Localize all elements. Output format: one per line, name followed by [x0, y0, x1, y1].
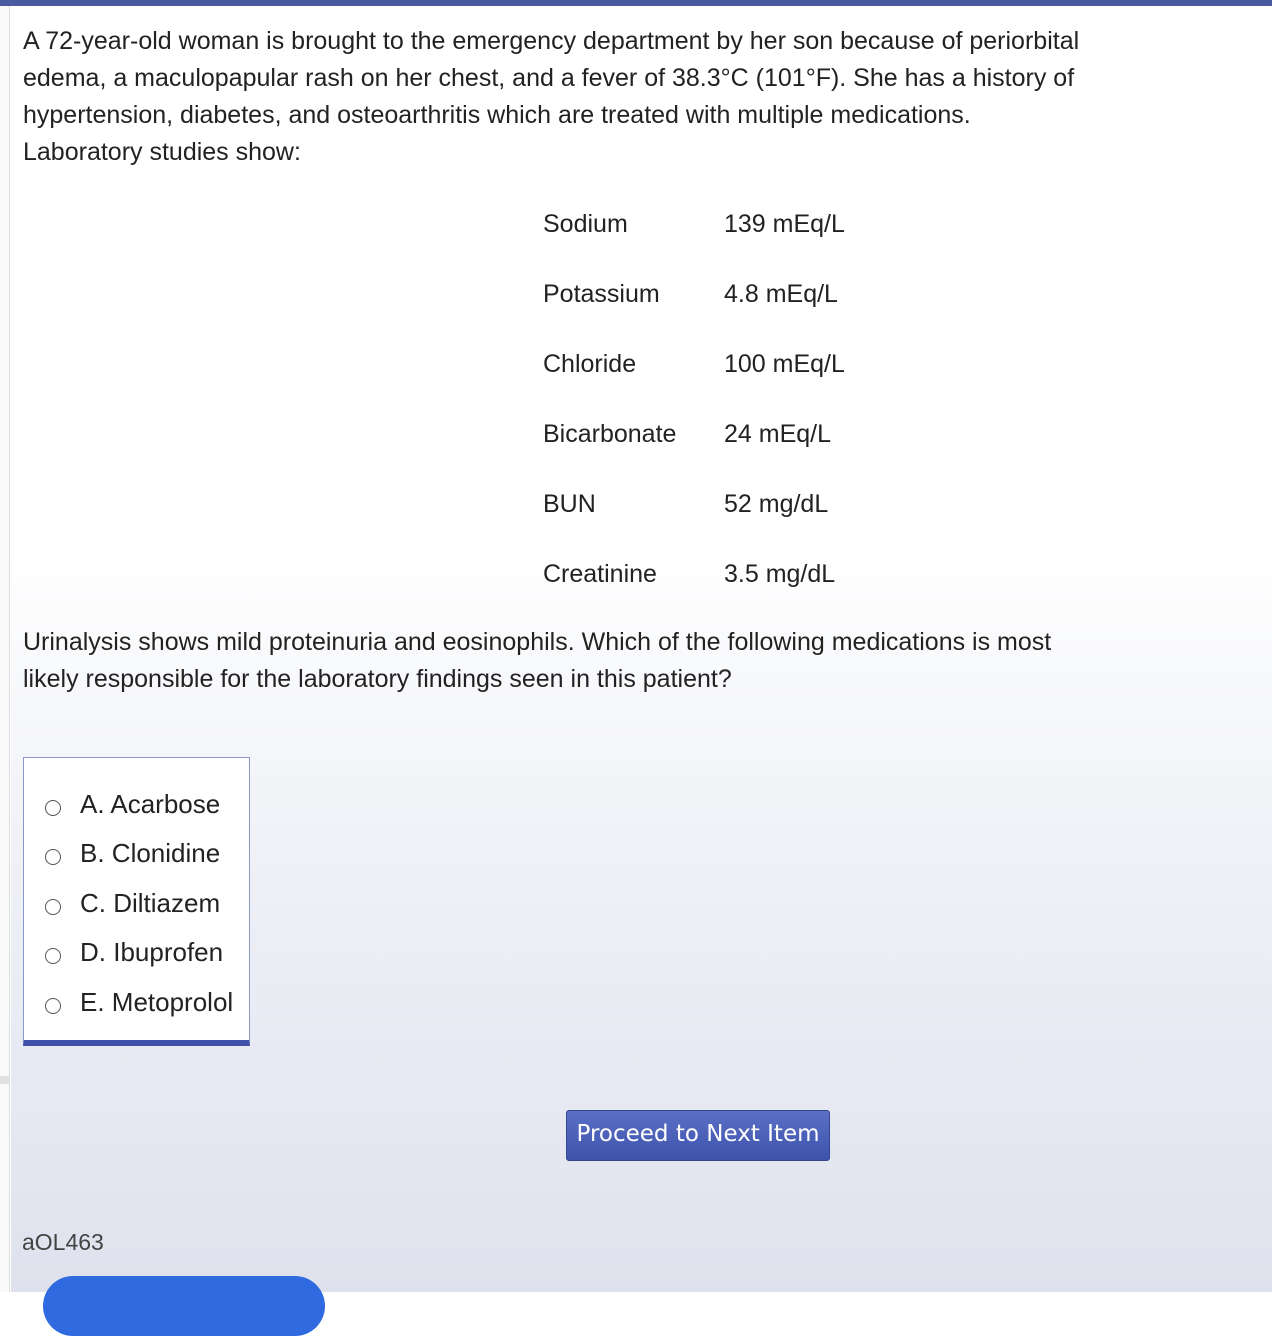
item-id: aOL463	[22, 1229, 104, 1255]
choice-label[interactable]: E. Metoprolol	[80, 987, 234, 1017]
bottom-action-button[interactable]	[43, 1276, 325, 1336]
lab-row	[543, 204, 943, 244]
lab-name: Creatinine	[543, 560, 657, 588]
lab-value: 24 mEq/L	[724, 420, 832, 448]
lab-name: BUN	[543, 490, 596, 518]
choice-b[interactable]	[44, 833, 244, 873]
radio-button[interactable]	[45, 849, 61, 865]
lab-name: Bicarbonate	[543, 420, 677, 448]
proceed-to-next-item-button[interactable]: Proceed to Next Item	[566, 1110, 830, 1161]
radio-button[interactable]	[45, 899, 61, 915]
lab-value: 52 mg/dL	[724, 490, 829, 518]
choice-label[interactable]: A. Acarbose	[80, 789, 221, 819]
lab-value: 4.8 mEq/L	[724, 280, 838, 308]
lab-value: 100 mEq/L	[724, 350, 845, 378]
choice-label[interactable]: D. Ibuprofen	[80, 937, 224, 967]
lab-name: Sodium	[543, 210, 628, 238]
lab-value: 3.5 mg/dL	[724, 560, 836, 588]
lab-value: 139 mEq/L	[724, 210, 845, 238]
lab-row	[543, 344, 943, 384]
lab-row	[543, 274, 943, 314]
radio-button[interactable]	[45, 948, 61, 964]
question-prompt: Urinalysis shows mild proteinuria and eosinophils. Which of the following medications is most likely responsible for the laboratory findings seen in this patient?	[23, 628, 1052, 693]
choice-e[interactable]	[44, 982, 244, 1022]
lab-name: Chloride	[543, 350, 637, 378]
radio-button[interactable]	[45, 998, 61, 1014]
choice-label[interactable]: C. Diltiazem	[80, 888, 221, 918]
lab-row	[543, 484, 943, 524]
choice-d[interactable]	[44, 932, 244, 972]
question-panel	[11, 6, 1272, 1292]
left-panel-edge	[0, 6, 10, 1292]
answer-choices	[23, 757, 250, 1046]
choice-c[interactable]	[44, 883, 244, 923]
lab-row	[543, 554, 943, 594]
lab-name: Potassium	[543, 280, 660, 308]
choice-a[interactable]	[44, 784, 244, 824]
panel-notch	[0, 1076, 10, 1084]
radio-button[interactable]	[45, 800, 61, 816]
choice-label[interactable]: B. Clonidine	[80, 838, 221, 868]
lab-row	[543, 414, 943, 454]
question-stem: A 72-year-old woman is brought to the emergency department by her son because of periorbital edema, a maculopapular rash on her chest, and a fever of 38.3°C (101°F). She has a history of hypertension, diabetes, and osteoarthritis which are treated with multiple medications. Laboratory studies show:	[23, 27, 1080, 166]
